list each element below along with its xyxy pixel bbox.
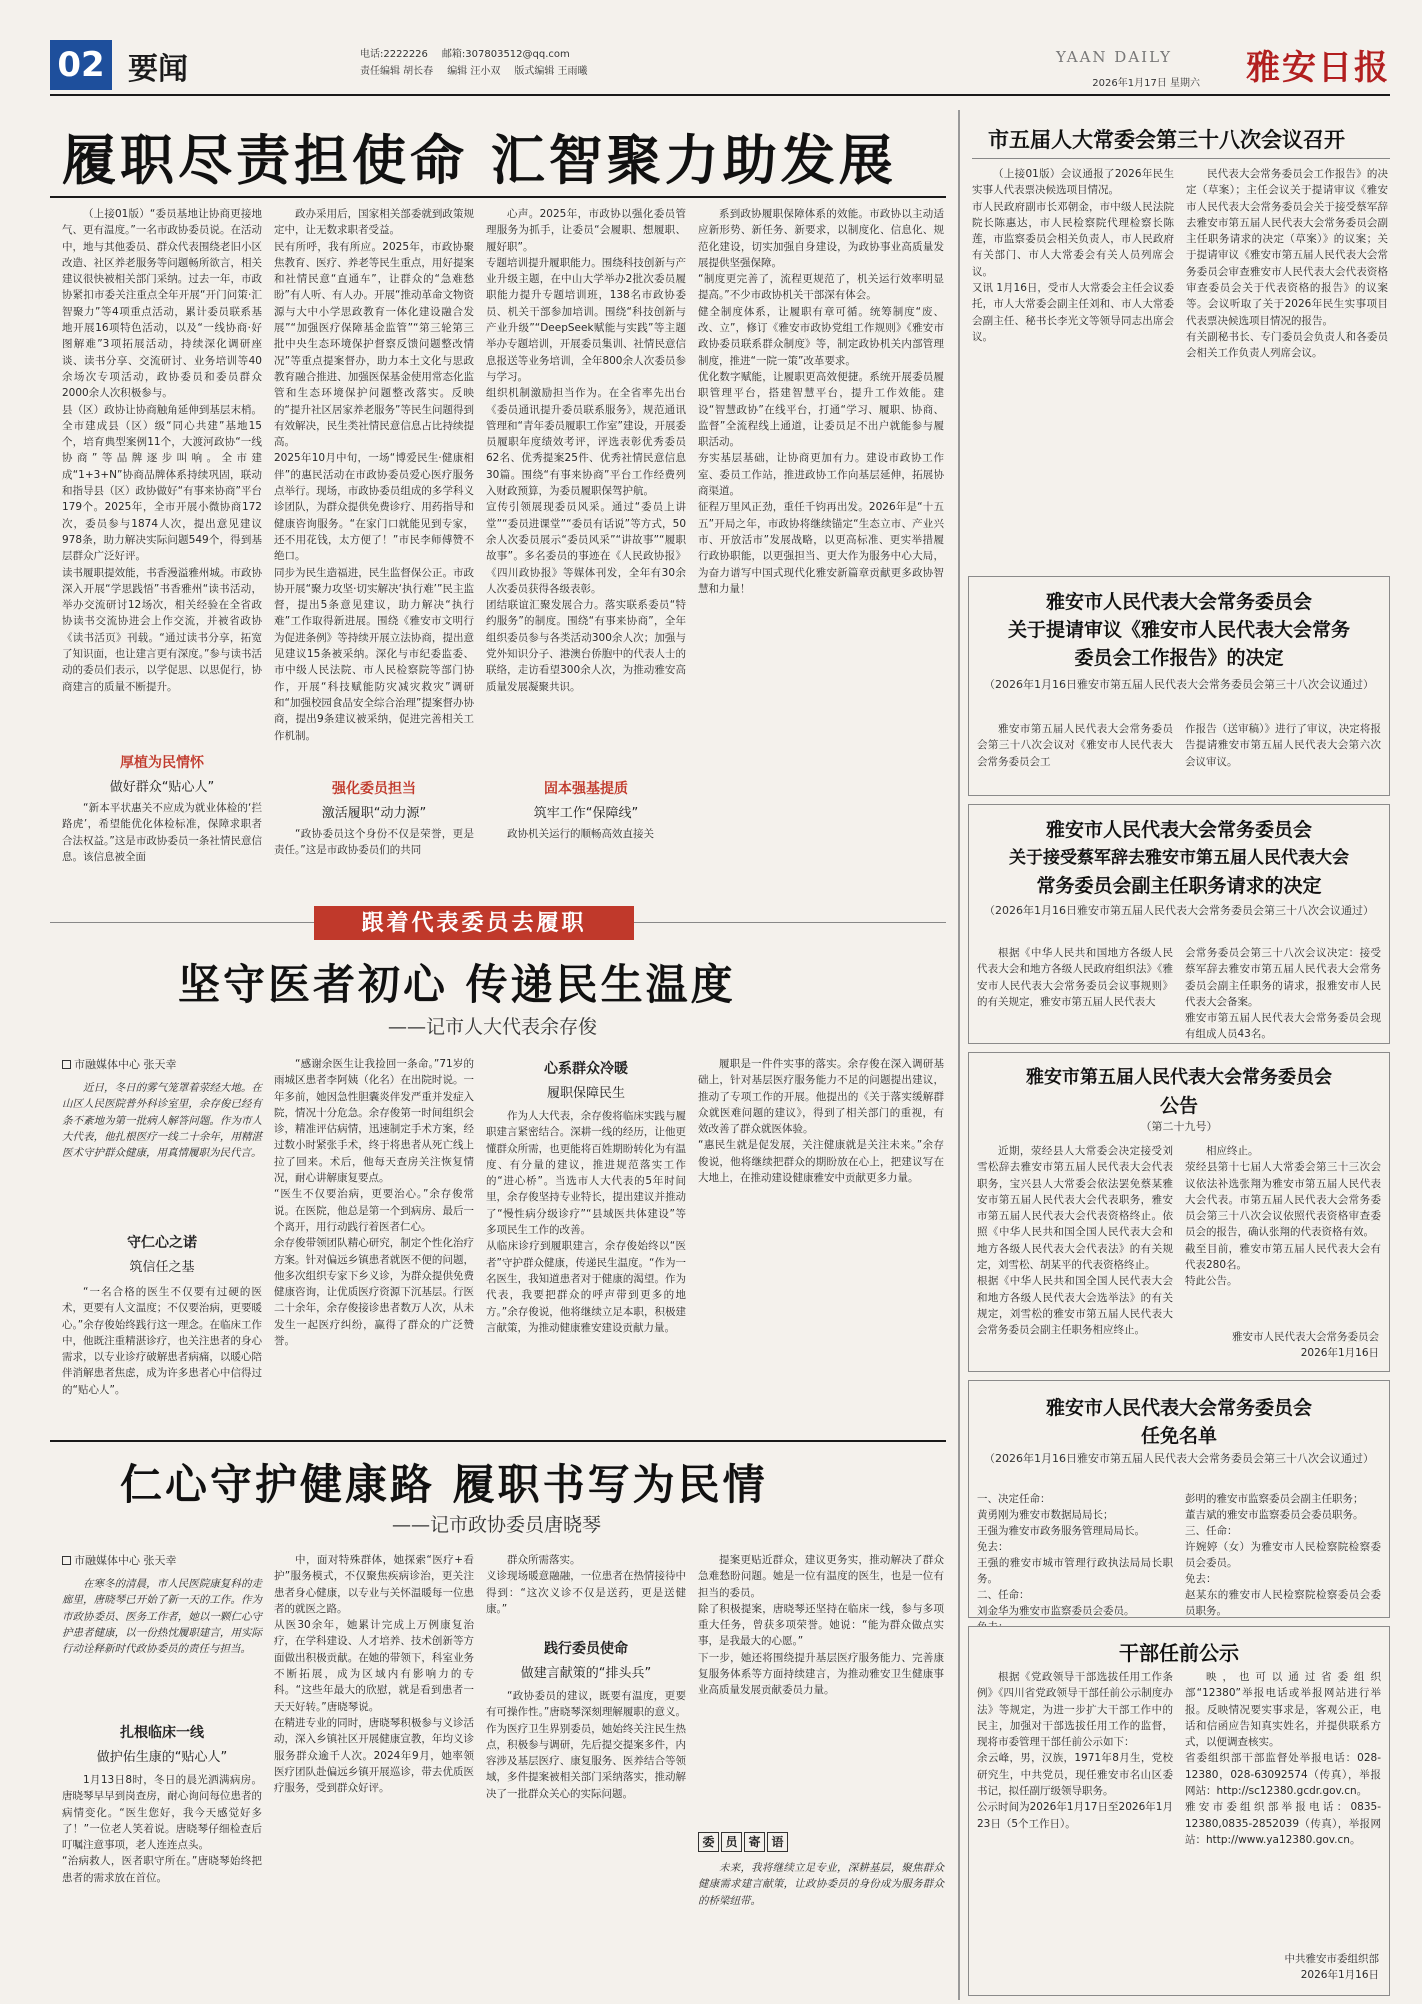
lead-col-2 <box>274 206 474 766</box>
story3-col-1 <box>62 1772 262 1994</box>
masthead-meta <box>360 46 602 80</box>
lead-col-3b <box>486 826 686 886</box>
tag-char: 委 <box>698 1832 719 1852</box>
lead-rule <box>50 196 946 198</box>
box2-title-3: 常务委员会副主任职务请求的决定 <box>1036 875 1322 897</box>
notice-col-2-text: 映，也可以通过省委组织部“12380”举报电话或举报网站进行举报。反映情况要实事求是，客观公正，电话和信函应告知真实姓名，并提供联系方式，以便调查核实。 省委组织部干部监督处举报电话：028-12380，028-63092574（传真），举报网站：http://sc12380.gcdr.gov.cn。 雅安市委组织部举报电话：0835-12380,0835-2852039（传真），举报网站：http://www.ya12380.gov.cn。 <box>1185 1671 1381 1846</box>
box2-col-1-text: 根据《中华人民共和国地方各级人民代表大会和地方各级人民政府组织法》《雅安市人民代表大会常务委员会议事规则》的有关规定，雅安市第五届人民代表大 <box>977 947 1173 1008</box>
box1-col-1 <box>977 721 1173 791</box>
box3-col-2-text: 相应终止。 荥经县第十七届人大常委会第三十三次会议依法补选张翔为雅安市第五届人民代表大会代表。市第五届人民代表大会常务委员会第三十八次会议依照代表资格审查委员会的报告，确认张翔的代表资格有效。 截至目前，雅安市第五届人民代表大会有代表280名。 特此公告。 <box>1185 1145 1381 1288</box>
box1-sub: （2026年1月16日雅安市第五届人民代表大会常务委员会第三十八次会议通过） <box>984 678 1374 691</box>
box2-title-2: 关于接受蔡军辞去雅安市第五届人民代表大会 <box>1009 848 1349 868</box>
story2-col-2 <box>274 1056 474 1426</box>
notice-signature <box>1285 1951 1380 1983</box>
box4-title-1: 雅安市人民代表大会常务委员会 <box>1045 1397 1312 1419</box>
box1-title-2: 关于提请审议《雅安市人民代表大会常务 <box>1007 619 1350 641</box>
lead-col-2b <box>274 826 474 886</box>
decision-box-report <box>968 576 1390 796</box>
box3-title-1: 雅安市第五届人民代表大会常务委员会 <box>1026 1067 1332 1088</box>
lead-headline: 履职尽责担使命 汇智聚力助发展 <box>62 128 897 192</box>
story2-headline: 坚守医者初心 传递民生温度 <box>178 960 736 1009</box>
box1-col-1-text: 雅安市第五届人民代表大会常务委员会第三十八次会议对《雅安市人民代表大会常务委员会工 <box>977 723 1173 768</box>
editor-duty: 责任编辑 胡长春 <box>360 66 434 77</box>
story3-col-3 <box>486 1552 686 1626</box>
story3-quote-text: 未来，我将继续立足专业，深耕基层，聚焦群众健康需求建言献策，让政协委员的身份成为服务群众的桥梁纽带。 <box>698 1862 944 1907</box>
lead-col-1 <box>62 206 262 746</box>
story3-quote <box>698 1860 944 1994</box>
box3-title-2: 公告 <box>1159 1095 1198 1117</box>
story3-col-3b <box>486 1688 686 1994</box>
box4-col-1-text: 一、决定任命： 黄勇刚为雅安市数据局局长； 王强为雅安市政务服务管理局局长。 免去： 王强的雅安市城市管理行政执法局局长职务。 二、任命： 刘金华为雅安市监察委员会委员。 <box>977 1493 1173 1617</box>
story3-subhead-2-a: 践行委员使命 <box>544 1641 628 1657</box>
story3-headline: 仁心守护健康路 履职书写为民情 <box>120 1460 768 1509</box>
lead-subhead-1 <box>62 752 262 795</box>
meeting-col-2 <box>1186 166 1388 566</box>
box3-signature <box>1232 1329 1379 1361</box>
commentary-tag <box>698 1832 788 1852</box>
lead-subhead-3 <box>486 778 686 821</box>
story2-col-3-text: 作为人大代表，余存俊将临床实践与履职建言紧密结合。深耕一线的经历，让他更懂群众所需，也更能将百姓期盼转化为有温度、有分量的建议，推进规范落实工作的“进心桥”。当选市人大代表的5年时间里，余存俊坚持专业特长，提出建议并推动了“慢性病分级诊疗”“县域医共体建设”等多项民生工作的改善。 从临床诊疗到履职建言，余存俊始终以“医者”守护群众健康，传递民生温度。“作为一名医生，我知道患者对于健康的渴望。作为代表，我要把群众的呼声带到更多的地方。”余存俊说，他将继续立足本职，积极建言献策，为推动健康雅安建设贡献力量。 <box>486 1110 686 1334</box>
lead-subhead-2-b: 激活履职“动力源” <box>321 806 427 821</box>
announcement-box <box>968 1052 1390 1372</box>
column-divider <box>958 110 960 2000</box>
lead-subhead-2-a: 强化委员担当 <box>332 781 416 797</box>
story2-subhead-2 <box>486 1058 686 1101</box>
lead-col-1-text: （上接01版）“委员基地让协商更接地气、更有温度。”一名市政协委员说。在活动中，地与其他委员、群众代表围绕老旧小区改造、社区养老服务等问题畅所欲言，相关建议很快被相关部门采纳。过去一年，市政协紧扣市委关注重点全年开展“开门问策·汇智聚力”等4项重点活动，累计委员联系基地开展16项特色活动，以及“一线协商·好图解难”3项拓展活动，持续深化调研座谈、读书分享、交流研讨、业务培训等40余场次专项活动，政协委员和委员群众2000余人次积极参与。 县（区）政协让协商触角延伸到基层末梢。全市建成县（区）级“同心共建”基地15个，培育典型案例11个，大渡河政协“一线协商”等品牌逐步叫响。全市建成“1+3+N”协商品牌体系持续巩固，联动和指导县（区）政协做好“有事来协商”平台179个。2025年，全市开展小微协商172次，委员参与1874人次，提出意见建议978条，助力解决实际问题549个，得到基层群众广泛好评。 读书履职提效能，书香漫溢雅州城。市政协深入开展“学思践悟”书香雅州“读书活动，举办交流研讨12场次，相关经验在全省政协读书交流协进会上作交流，并被省政协《读书活页》刊载。“通过读书分享，拓宽了知识面，也让建言更有深度。”参与读书活动的委员们表示，以学促思、以思促行，协商建言的质量不断提升。 <box>62 208 262 693</box>
story2-subhead-2-a: 心系群众冷暖 <box>544 1061 628 1077</box>
lead-col-3-text: 心声。2025年，市政协以强化委员管理服务为抓手，让委员“会履职、想履职、履好职”。 专题培训提升履职能力。围绕科技创新与产业升级主题，在中山大学举办2批次委员履职能力提升专题培训班，138名市政协委员、机关干部参加培训。围绕“科技创新与产业升级”“DeepSeek赋能与实践”等主题举办专题培训，开展委员集训、社情民意信息报送等业务培训，全年800余人次委员参与学习。 组织机制激励担当作为。在全省率先出台《委员通讯提升委员联系服务》，规范通讯管理和“青年委员履职工作室”建设，开展委员履职年度绩效考评，评选表彰优秀委员62名、优秀提案25件、优秀社情民意信息30篇。围绕“有事来协商”平台工作经费列入财政预算，为委员履职保驾护航。 宣传引领展现委员风采。通过“委员上讲堂”“委员进课堂”“委员有话说”等方式，50余人次委员展示“委员风采”“讲故事”“履职故事”。多名委员的事迹在《人民政协报》《四川政协报》等媒体刊发，全年有30余人次委员获得各级表彰。 团结联谊汇聚发展合力。落实联系委员“特约服务”的制度。围绕“有事来协商”，全年组织委员参与各类活动300余人次；加强与党外知识分子、港澳台侨胞中的代表人士的联络，走访看望300余人次，为推动雅安高质量发展凝聚共识。 <box>486 208 686 693</box>
box2-col-2 <box>1185 945 1381 1041</box>
daily-label: YAAN DAILY <box>1056 48 1172 66</box>
story2-col-3 <box>486 1108 686 1426</box>
editor: 编辑 汪小双 <box>447 66 501 77</box>
box2-sub: （2026年1月16日雅安市第五届人民代表大会常务委员会第三十八次会议通过） <box>984 904 1374 917</box>
story3-subhead-2 <box>486 1638 686 1681</box>
box3-sub: （第二十九号） <box>1140 1120 1218 1133</box>
cadre-notice-box <box>968 1626 1390 1996</box>
lead-col-4 <box>698 206 944 886</box>
meeting-col-2-text: 民代表大会常务委员会工作报告》的决定（草案）；主任会议关于提请审议《雅安市人民代表大会常务委员会关于接受蔡军辞去雅安市第五届人民代表大会常务委员会副主任职务请求的决定（草案）》的议案；关于提请审议《雅安市第五届人民代表大会常务委员会审查雅安市人民代表大会代表资格审查委员会关于代表资格的报告》的议案等。会议听取了关于2026年民生实事项目代表票决候选项目情况的报告。 有关副秘书长、专门委员会负责人和各委员会相关工作负责人列席会议。 <box>1186 168 1388 360</box>
meeting-col-1 <box>972 166 1174 566</box>
meeting-headline: 市五届人大常委会第三十八次会议召开 <box>988 127 1345 152</box>
story3-subtitle: ——记市政协委员唐晓琴 <box>392 1514 602 1536</box>
lead-col-3 <box>486 206 686 766</box>
lead-subhead-3-b: 筑牢工作“保障线” <box>533 806 639 821</box>
notice-sign-org: 中共雅安市委组织部 <box>1284 1953 1379 1965</box>
lead-col-3b-text: 政协机关运行的顺畅高效直接关 <box>507 828 654 840</box>
box3-col-1-text: 近期，荥经县人大常委会决定接受刘雪松辞去雅安市第五届人民代表大会代表职务，宝兴县人大常委会依法罢免蔡某雅安市第五届人民代表大会代表职务，雅安市第五届人民代表大会代表资格终止。依照《中华人民共和国全国人民代表大会和地方各级人民代表大会代表法》的有关规定，刘雪松、胡某平的代表资格终止。 根据《中华人民共和国全国人民代表大会和地方各级人民代表大会选举法》的有关规定，刘雪松的雅安市第五届人民代表大会常务委员会副主任职务相应终止。 <box>977 1145 1173 1337</box>
story2-byline-text: 市融媒体中心 张天幸 <box>74 1058 177 1071</box>
story2-byline <box>62 1056 177 1072</box>
lead-subhead-3-a: 固本强基提质 <box>544 781 628 797</box>
box4-col-1 <box>977 1491 1173 1615</box>
masthead <box>50 34 1390 96</box>
section-title: 要闻 <box>128 52 188 87</box>
box3-col-2 <box>1185 1143 1381 1327</box>
notice-title: 干部任前公示 <box>1119 1641 1239 1665</box>
story3-byline <box>62 1552 177 1568</box>
box2-title-1: 雅安市人民代表大会常务委员会 <box>1045 819 1312 841</box>
byline-box-icon <box>62 1556 71 1565</box>
lead-col-2b-text: “政协委员这个身份不仅是荣誉，更是责任。”这是市政协委员们的共同 <box>274 828 474 857</box>
lead-col-2-text: 政办采用后，国家相关部委就到政策规定中，让无数求职者受益。 民有所呼，我有所应。2025年，市政协聚焦教育、医疗、养老等民生重点，用好提案和社情民意“直通车”，让群众的“急难愁盼”有人听、有人办。开展“推动革命文物资源与大中小学思政教育一体化建设融合发展”“加强医疗保障基金监管”“第三轮第三批中央生态环境保护督察反馈问题整改情况”等重点提案督办，助力本土文化与思政教育融合推进、加强医保基金使用常态化监管和生态环境保护问题整改落实。反映的“提升社区居家养老服务”等民生问题得到有效解决，民生类社情民意信息占比持续提高。 2025年10月中旬，一场“博爱民生·健康相伴”的惠民活动在市政协委员爱心医疗服务点举行。现场，市政协委员组成的多学科义诊团队，为群众提供免费诊疗、用药指导和健康咨询服务。“在家门口就能见到专家，还不用花钱，太方便了！”市民李师傅赞不绝口。 同步为民生造福进，民生监督保公正。市政协开展“聚力攻坚·切实解决‘执行难’”民主监督，提出5条意见建议，助力解决“执行难”工作取得新进展。围绕《雅安市文明行为促进条例》等持续开展立法协商，提出意见建议15条被采纳。深化与市纪委监委、市中级人民法院、市人民检察院等部门协作，开展“科技赋能防灾减灾救灾”调研和“加强校园食品安全综合治理”提案督办协商，提出9条建议被采纳，促进完善相关工作机制。 <box>274 208 474 742</box>
story3-intro <box>62 1576 262 1704</box>
newspaper-logo: 雅安日报 <box>1246 48 1390 88</box>
story2-intro-text: 近日，冬日的雾气笼罩着荥经大地。在山区人民医院普外科诊室里，余存俊已经有条不紊地为第一批病人解答问题。作为市人大代表，他扎根医疗一线二十余年，用精湛医术守护群众健康，用真情履职为民代言。 <box>62 1082 262 1160</box>
appointment-box <box>968 1380 1390 1618</box>
notice-col-2 <box>1185 1669 1381 1945</box>
notice-col-1 <box>977 1669 1173 1989</box>
story2-intro <box>62 1080 262 1210</box>
lead-col-1b-text: “新本平状惠关不应成为就业体检的‘拦路虎’，希望能优化体检标准，保障求职者合法权益。”这是市政协委员一条社情民意信息。该信息被全面 <box>62 802 262 863</box>
issue-date: 2026年1月17日 星期六 <box>1092 78 1200 89</box>
story2-col-1 <box>62 1284 262 1424</box>
meeting-rule <box>972 158 1390 159</box>
story2-subhead-1-b: 筑信任之基 <box>129 1260 195 1275</box>
story3-subhead-1-b: 做护佑生康的“贴心人” <box>96 1750 228 1765</box>
notice-sign-date: 2026年1月16日 <box>1300 1969 1379 1981</box>
box4-title-2: 任免名单 <box>1140 1425 1217 1447</box>
tag-char: 寄 <box>744 1832 765 1852</box>
story2-subhead-1 <box>62 1232 262 1275</box>
story3-intro-text: 在寒冬的清晨，市人民医院康复科的走廊里，唐晓琴已开始了新一天的工作。作为市政协委员、医务工作者，她以一颗仁心守护患者健康，以一份热忱履职建言，用实际行动诠释新时代政协委员的责任与担当。 <box>62 1578 262 1656</box>
page-number: 02 <box>50 40 112 90</box>
box3-sign-date: 2026年1月16日 <box>1300 1347 1379 1359</box>
tag-char: 语 <box>767 1832 788 1852</box>
story3-rule <box>50 1440 946 1442</box>
story3-col-2 <box>274 1552 474 1994</box>
story3-subhead-2-b: 做建言献策的“排头兵” <box>520 1666 652 1681</box>
story3-col-1-text: 1月13日8时，冬日的晨光洒满病房。唐晓琴早早到岗查房，耐心询问每位患者的病情变化。“医生您好，我今天感觉好多了！”一位老人笑着说。唐晓琴仔细检查后叮嘱注意事项，老人连连点头。 “治病救人，医者职守所在。”唐晓琴始终把患者的需求放在首位。 <box>62 1774 262 1884</box>
box4-col-2 <box>1185 1491 1381 1615</box>
lead-col-1b <box>62 800 262 900</box>
story3-col-2-text: 中，面对特殊群体，她探索“医疗+看护”服务模式，不仅聚焦疾病诊治，更关注患者身心健康，以专业与关怀温暖每一位患者的就医之路。 从医30余年，她累计完成上万例康复治疗，在学科建设、人才培养、技术创新等方面做出积极贡献。在她的带领下，科室业务不断拓展，成为区域内有影响力的专科。“这些年最大的欣慰，就是看到患者一天天好转。”唐晓琴说。 在精进专业的同时，唐晓琴积极参与义诊活动，深入乡镇社区开展健康宣教，年均义诊服务群众逾千人次。2024年9月，她率领医疗团队赴偏远乡镇开展巡诊，带去优质医疗服务，受到群众好评。 <box>274 1554 474 1795</box>
story3-col-3b-text: “政协委员的建议，既要有温度，更要有可操作性。”唐晓琴深刻理解履职的意义。作为医疗卫生界别委员，她始终关注民生热点，积极参与调研，先后提交提案多件，内容涉及基层医疗、康复服务、医养结合等领域，多件提案被相关部门采纳落实，推动解决了一批群众关心的实际问题。 <box>486 1690 686 1800</box>
tag-char: 员 <box>721 1832 742 1852</box>
box4-sub: （2026年1月16日雅安市第五届人民代表大会常务委员会第三十八次会议通过） <box>984 1452 1374 1465</box>
story3-col-4-text: 提案更贴近群众，建议更务实，推动解决了群众急难愁盼问题。她是一位有温度的医生，也是一位有担当的委员。 除了积极提案，唐晓琴还坚持在临床一线，参与多项重大任务，曾获多项荣誉。她说：“能为群众做点实事，是我最大的心愿。” 下一步，她还将围绕提升基层医疗服务能力、完善康复服务体系等方面持续建言，为推动雅安卫生健康事业高质量发展贡献委员力量。 <box>698 1554 944 1697</box>
lead-subhead-1-a: 厚植为民情怀 <box>120 755 204 771</box>
story2-subhead-2-b: 履职保障民生 <box>546 1086 625 1101</box>
story2-col-4-text: 履职是一件件实事的落实。余存俊在深入调研基础上，针对基层医疗服务能力不足的问题提出建议，推动了专项工作的开展。他提出的《关于落实缓解群众就医难问题的建议》，得到了相关部门的重视，有效改善了群众就医体验。 “惠民生就是促发展，关注健康就是关注未来。”余存俊说，他将继续把群众的期盼放在心上，把建议写在大地上，在推动建设健康雅安中贡献更多力量。 <box>698 1058 944 1185</box>
story3-subhead-1 <box>62 1722 262 1765</box>
lead-col-4-text: 系到政协履职保障体系的效能。市政协以主动适应新形势、新任务、新要求，以制度化、信息化、规范化建设，切实加强自身建设，为政协事业高质量发展提供坚强保障。 “制度更完善了，流程更规范了，机关运行效率明显提高。”不少市政协机关干部深有体会。 健全制度体系，让履职有章可循。统筹制度“废、改、立”，修订《雅安市政协党组工作规则》《雅安市政协委员联系群众制度》等，制定政协机关内部管理制度，推进“一院一策”改革要求。 优化数字赋能，让履职更高效便捷。系统开展委员履职管理平台，搭建智慧平台，提升工作效能。建设“智慧政协”在线平台，打通“学习、履职、协商、监督”全流程线上通道，让委员足不出户就能参与履职活动。 夯实基层基础，让协商更加有力。建设市政协工作室、委员工作站，推进政协工作向基层延伸，拓展协商渠道。 征程万里风正劲，重任千钧再出发。2026年是“十五五”开局之年，市政协将继续锚定“生态立市、产业兴市、开放活市”发展战略，以更高标准、更实举措履行政协职能，以更强担当、更大作为服务中心大局，为奋力谱写中国式现代化雅安新篇章贡献更多政协智慧和力量！ <box>698 208 944 595</box>
box1-title-1: 雅安市人民代表大会常务委员会 <box>1045 591 1312 613</box>
story2-col-4 <box>698 1056 944 1426</box>
feature-band: 跟着代表委员去履职 <box>314 906 634 940</box>
box2-col-1 <box>977 945 1173 1041</box>
story2-col-1-text: “一名合格的医生不仅要有过硬的医术，更要有人文温度；不仅要治病，更要暖心。”余存俊始终践行这一理念。在临床工作中，他既注重精湛诊疗，也关注患者的身心需求，以专业诊疗破解患者病痛，以暖心陪伴消解患者焦虑，成为许多患者心中信得过的“贴心人”。 <box>62 1286 262 1396</box>
box1-col-2-text: 作报告（送审稿）》进行了审议，决定将报告提请雅安市第五届人民代表大会第六次会议审议。 <box>1185 723 1381 768</box>
designer: 版式编辑 王雨曦 <box>514 66 588 77</box>
lead-subhead-2 <box>274 778 474 821</box>
email: 邮箱:307803512@qq.com <box>441 49 570 60</box>
story3-col-4 <box>698 1552 944 1812</box>
decision-box-resignation <box>968 804 1390 1044</box>
story2-subtitle: ——记市人大代表余存俊 <box>388 1016 598 1038</box>
box3-col-1 <box>977 1143 1173 1367</box>
box2-col-2-text: 会常务委员会第三十八次会议决定：接受蔡军辞去雅安市第五届人民代表大会常务委员会副主任职务的请求，报雅安市人民代表大会备案。 雅安市第五届人民代表大会常务委员会现有组成人员43名。 <box>1185 947 1381 1041</box>
story3-subhead-1-a: 扎根临床一线 <box>120 1725 204 1741</box>
lead-subhead-1-b: 做好群众“贴心人” <box>109 780 215 795</box>
story2-col-2-text: “感谢余医生让我捡回一条命。”71岁的雨城区患者李阿姨（化名）在出院时说。一年多前，她因急性胆囊炎伴发严重并发症入院，情况十分危急。余存俊第一时间组织会诊，精准评估病情，迅速制定手术方案，经过数小时紧张手术，终于将患者从死亡线上拉了回来。术后，他每天查房关注恢复情况，耐心讲解康复要点。 “医生不仅要治病，更要治心。”余存俊常说。在医院，他总是第一个到病房、最后一个离开，用行动践行着医者仁心。 余存俊带领团队精心研究，制定个性化治疗方案。针对偏远乡镇患者就医不便的问题，他多次组织专家下乡义诊，为群众提供免费健康咨询，让优质医疗资源下沉基层。行医二十余年，余存俊接诊患者数万人次，从未发生一起医疗纠纷，赢得了群众的广泛赞誉。 <box>274 1058 474 1348</box>
meeting-col-1-text: （上接01版）会议通报了2026年民生实事人代表票决候选项目情况。 市人民政府副市长邓朝金，市中级人民法院院长陈惠达，市人民检察院代理检察长陈莲，市监察委员会相关负责人，市人民政府有关部门、市人大常委会有关人员列席会议。 又讯 1月16日，受市人大常委会主任会议委托，市人大常委会副主任刘和、市人大常委会副主任、秘书长李光文等领导同志出席会议。 <box>972 168 1174 343</box>
notice-col-1-text: 根据《党政领导干部选拔任用工作条例》《四川省党政领导干部任前公示制度办法》等规定，为进一步扩大干部工作中的民主，加强对干部选拔任用工作的监督，现将市委管理干部任前公示如下： 余云峰，男，汉族，1971年8月生，党校研究生，中共党员，现任雅安市名山区委书记，拟任副厅级领导职务。 公示时间为2026年1月17日至2026年1月23日（5个工作日）。 <box>977 1671 1173 1830</box>
story3-col-3-text: 群众所需落实。 义诊现场暖意融融，一位患者在热情接待中得到：“这次义诊不仅是送药，更是送健康。” <box>486 1554 686 1615</box>
box4-col-2-text: 彭明的雅安市监察委员会副主任职务； 董吉斌的雅安市监察委员会委员职务。 三、任命： 许婉婷（女）为雅安市人民检察院检察委员会委员。 免去： 赵某东的雅安市人民检察院检察委员会委员职务。 <box>1185 1493 1381 1617</box>
box3-sign-org: 雅安市人民代表大会常务委员会 <box>1232 1331 1379 1343</box>
phone: 电话:2222226 <box>360 49 428 60</box>
story3-byline-text: 市融媒体中心 张天幸 <box>74 1554 177 1567</box>
box1-col-2 <box>1185 721 1381 791</box>
byline-box-icon <box>62 1060 71 1069</box>
story2-subhead-1-a: 守仁心之诺 <box>127 1235 197 1251</box>
box1-title-3: 委员会工作报告》的决定 <box>1074 647 1284 669</box>
